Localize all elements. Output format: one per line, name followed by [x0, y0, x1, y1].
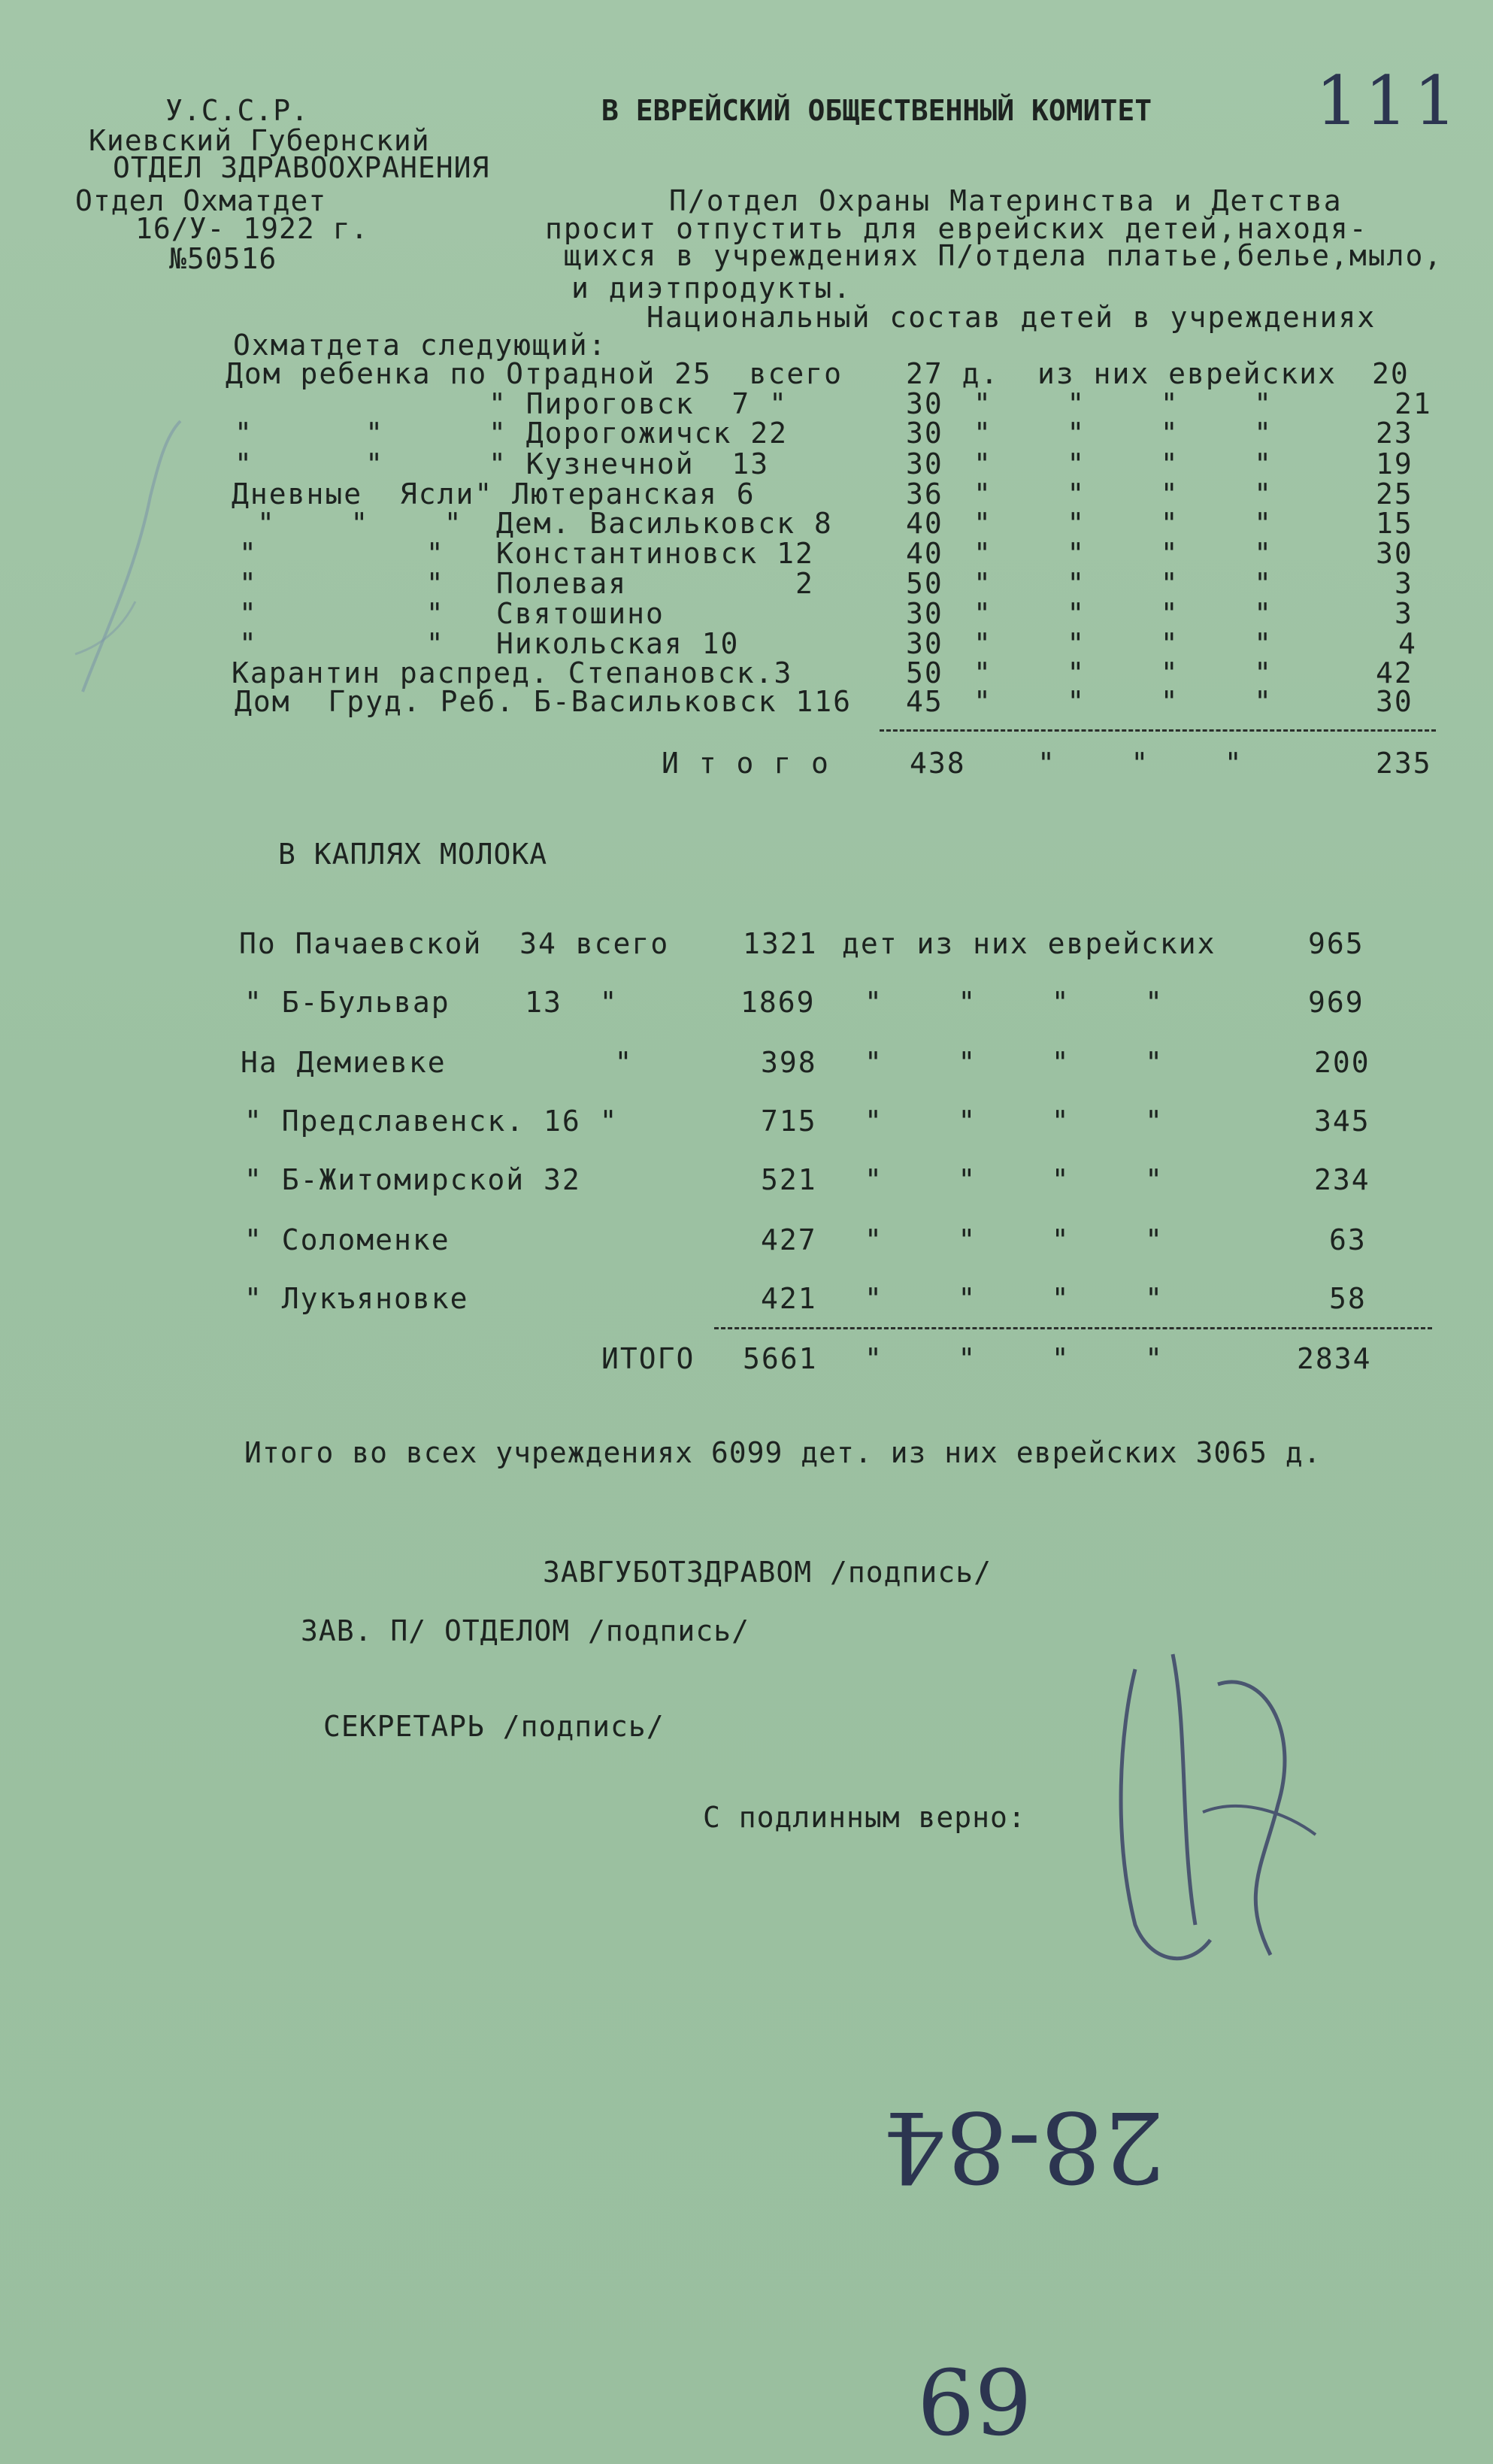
- institution-name: Святошино: [496, 597, 665, 630]
- institution-name: " Б-Бульвар 13 ": [244, 986, 619, 1019]
- org-line-okhmatdet: Отдел Охматдет: [75, 184, 327, 217]
- total-count: 30: [906, 417, 943, 450]
- jewish-count: 2834: [1297, 1342, 1372, 1375]
- document-date: 16/У- 1922 г.: [135, 212, 369, 245]
- total-count: 36: [906, 477, 943, 511]
- institution-name: " Б-Житомирской 32: [244, 1163, 581, 1196]
- table-row: [0, 687, 1493, 720]
- jewish-count: 30: [1376, 537, 1413, 570]
- intro-line-6: Охматдета следующий:: [233, 329, 607, 362]
- ditto-prefix: " " ": [257, 507, 463, 540]
- institution-name: " Пироговск 7 ": [489, 387, 789, 420]
- total-count: 715: [761, 1105, 817, 1138]
- jewish-count: 42: [1376, 656, 1413, 689]
- total-label: ИТОГО: [601, 1342, 695, 1375]
- total-count: 5661: [743, 1342, 818, 1375]
- total-count: 30: [906, 447, 943, 480]
- org-line-kiev: Киевский Губернский: [89, 124, 430, 157]
- section-title-milk-drops: В КАПЛЯХ МОЛОКА: [278, 838, 548, 871]
- ditto-text: " " " ": [974, 477, 1273, 511]
- institution-name: Никольская 10: [496, 627, 740, 660]
- signature-head-of-health: ЗАВГУБОТЗДРАВОМ /подпись/: [543, 1556, 992, 1589]
- table-row: [0, 1048, 1493, 1081]
- archive-folio-mark: 69: [917, 2347, 1032, 2451]
- intro-line-3: щихся в учреждениях П/отдела платье,белье,мыло,: [564, 239, 1443, 272]
- ditto-text: " " " ": [974, 387, 1273, 420]
- table-row: [0, 929, 1493, 962]
- total-count: 427: [761, 1223, 817, 1256]
- ditto-prefix: " ": [239, 537, 445, 570]
- jewish-count: 234: [1314, 1163, 1370, 1196]
- ditto-text: " " " ": [865, 1342, 1164, 1375]
- jewish-count: 21: [1395, 387, 1432, 420]
- page-mark: 111: [1316, 62, 1463, 141]
- institution-name: " Предславенск. 16 ": [244, 1105, 619, 1138]
- ditto-text: " " " ": [865, 1105, 1164, 1138]
- jewish-count: 25: [1376, 477, 1413, 511]
- total-count: 30: [906, 387, 943, 420]
- jewish-count: 19: [1376, 447, 1413, 480]
- org-line-health-dept: ОТДЕЛ ЗДРАВООХРАНЕНИЯ: [113, 151, 490, 184]
- intro-line-4: и диэтпродукты.: [571, 271, 852, 305]
- table-row: [0, 1107, 1493, 1140]
- jewish-count: 20: [1372, 357, 1410, 390]
- ditto-prefix: " ": [239, 627, 445, 660]
- total-divider: [880, 729, 1436, 732]
- jewish-count: 969: [1308, 986, 1364, 1019]
- institution-name: " Соломенке: [244, 1223, 450, 1256]
- institution-name: Дневные Ясли" Лютеранская 6: [232, 477, 756, 511]
- table-row: [0, 1165, 1493, 1199]
- ditto-prefix: " ": [235, 417, 385, 450]
- total-count: 30: [906, 597, 943, 630]
- ditto-text: " " " ": [974, 507, 1273, 540]
- institution-name: Константиновск 12: [496, 537, 814, 570]
- jewish-count: 23: [1376, 417, 1413, 450]
- ditto-text: " " " ": [974, 597, 1273, 630]
- jewish-count: 200: [1314, 1046, 1370, 1079]
- ditto-text: " " " ": [865, 1223, 1164, 1256]
- addressee: В ЕВРЕЙСКИЙ ОБЩЕСТВЕННЫЙ КОМИТЕТ: [601, 94, 1152, 127]
- total-count: 438: [910, 747, 966, 780]
- margin-scribble-icon: [60, 406, 195, 722]
- total-count: 421: [761, 1282, 817, 1315]
- table-row: [0, 1223, 1493, 1259]
- total-count: 40: [906, 507, 943, 540]
- intro-line-2: просит отпустить для еврейских детей,находя-: [545, 212, 1368, 245]
- table-total-row: [0, 1344, 1493, 1377]
- ditto-text: " " " ": [974, 417, 1273, 450]
- ditto-text: из них еврейских: [1037, 357, 1337, 390]
- total-count: 50: [906, 656, 943, 689]
- ditto-text: " " " ": [974, 685, 1273, 718]
- signature-head-of-subdept: ЗАВ. П/ ОТДЕЛОМ /подпись/: [301, 1614, 750, 1647]
- institution-name: " Лукъяновке: [244, 1282, 469, 1315]
- total-count: 30: [906, 627, 943, 660]
- table-row: [0, 988, 1493, 1021]
- jewish-count: 63: [1329, 1223, 1367, 1256]
- ditto-text: " " ": [1037, 747, 1243, 780]
- jewish-count: 4: [1398, 627, 1417, 660]
- institution-name: " Кузнечной 13: [489, 447, 770, 480]
- jewish-count: 235: [1376, 747, 1432, 780]
- ditto-text: дет из них еврейских: [842, 927, 1216, 960]
- document-number: №50516: [169, 242, 277, 275]
- jewish-count: 345: [1314, 1105, 1370, 1138]
- ditto-prefix: " ": [239, 567, 445, 600]
- institution-name: По Пачаевской 34 всего: [239, 927, 670, 960]
- jewish-count: 3: [1395, 597, 1413, 630]
- table-total-row: [0, 749, 1493, 782]
- ditto-text: " " " ": [865, 986, 1164, 1019]
- ditto-text: " " " ": [974, 656, 1273, 689]
- total-count: 27 д.: [906, 357, 1000, 390]
- summary-line: Итого во всех учреждениях 6099 дет. из них еврейских 3065 д.: [244, 1436, 1322, 1469]
- total-count: 45: [906, 685, 943, 718]
- total-count: 1321: [743, 927, 818, 960]
- total-count: 398: [761, 1046, 817, 1079]
- signature-secretary: СЕКРЕТАРЬ /подпись/: [323, 1710, 665, 1743]
- institution-name: " Дорогожичск 22: [489, 417, 789, 450]
- archive-range-mark: 28-84: [883, 2090, 1165, 2204]
- ditto-text: " " " ": [865, 1163, 1164, 1196]
- ditto-text: " " " ": [974, 627, 1273, 660]
- ditto-text: " " " ": [865, 1046, 1164, 1079]
- total-count: 40: [906, 537, 943, 570]
- total-divider: [714, 1327, 1432, 1329]
- jewish-count: 3: [1395, 567, 1413, 600]
- jewish-count: 30: [1376, 685, 1413, 718]
- institution-name: Дом Груд. Реб. Б-Васильковск 116: [235, 685, 852, 718]
- intro-line-5: Национальный состав детей в учреждениях: [647, 301, 1376, 334]
- institution-name: Карантин распред. Степановск.3: [232, 656, 793, 689]
- ditto-prefix: " ": [239, 597, 445, 630]
- jewish-count: 58: [1329, 1282, 1367, 1315]
- jewish-count: 15: [1376, 507, 1413, 540]
- institution-name: Дом ребенка по Отрадной 25 всего: [226, 357, 843, 390]
- institution-name: На Демиевке ": [241, 1046, 634, 1079]
- jewish-count: 965: [1308, 927, 1364, 960]
- total-count: 50: [906, 567, 943, 600]
- handwritten-signature-icon: [1090, 1639, 1338, 1993]
- institution-name: Полевая 2: [496, 567, 814, 600]
- ditto-text: " " " ": [974, 447, 1273, 480]
- ditto-text: " " " ": [865, 1282, 1164, 1315]
- ditto-text: " " " ": [974, 537, 1273, 570]
- table-row: [0, 1284, 1493, 1317]
- ditto-prefix: " ": [235, 447, 385, 480]
- ditto-text: " " " ": [974, 567, 1273, 600]
- institution-name: Дем. Васильковск 8: [496, 507, 833, 540]
- org-line-ussr: У.С.С.Р.: [165, 94, 310, 127]
- certified-copy-note: С подлинным верно:: [703, 1801, 1026, 1834]
- total-count: 1869: [740, 986, 816, 1019]
- total-label: И т о г о: [662, 747, 830, 780]
- intro-line-1: П/отдел Охраны Материнства и Детства: [669, 184, 1343, 217]
- total-count: 521: [761, 1163, 817, 1196]
